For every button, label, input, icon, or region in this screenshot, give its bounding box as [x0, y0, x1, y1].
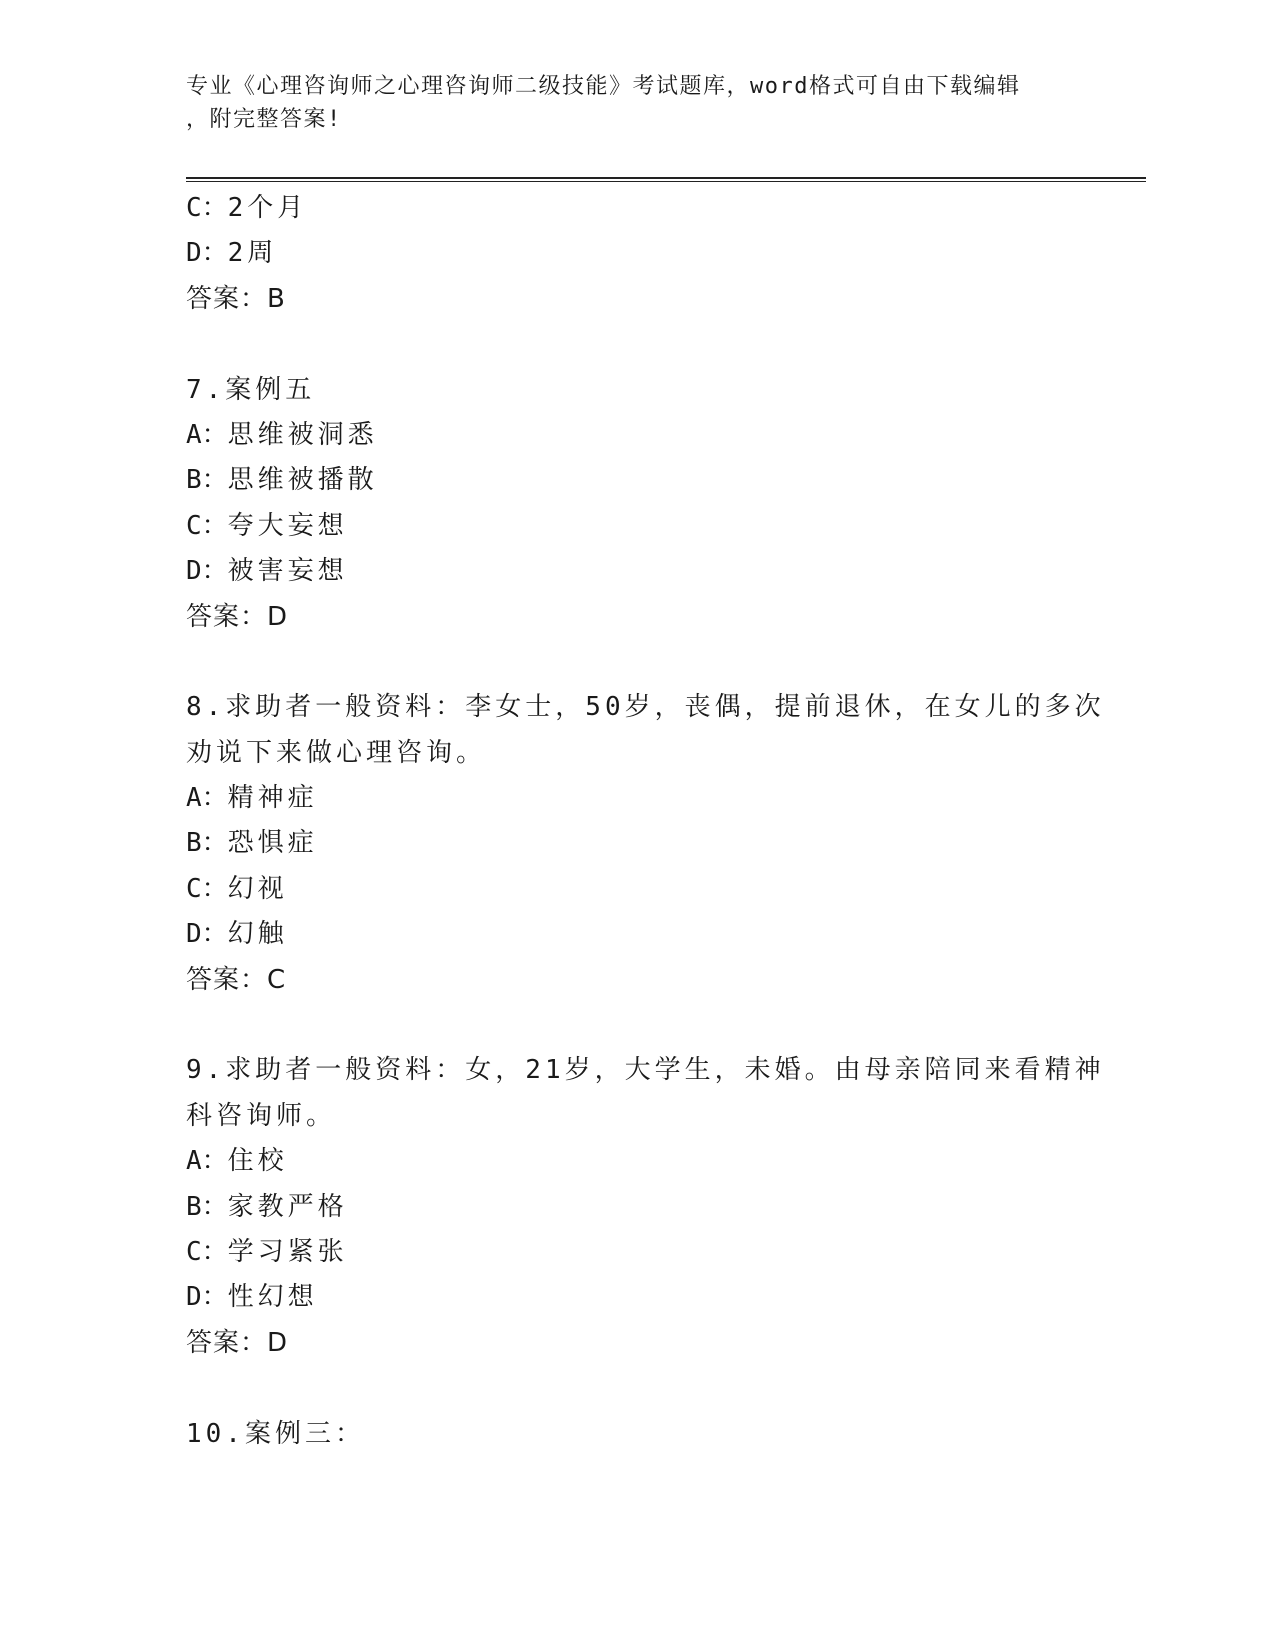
- question-stem: 9.求助者一般资料：女，21岁，大学生，未婚。由母亲陪同来看精神: [186, 1055, 1105, 1086]
- option-b: B：思维被播散: [186, 465, 378, 496]
- option-d: D：幻触: [186, 919, 288, 950]
- document-body: [186, 186, 1105, 1457]
- spacer: [186, 322, 1066, 367]
- option-c: C：幻视: [186, 873, 288, 904]
- option-b: B：恐惧症: [186, 828, 318, 859]
- option-b: B：家教严格: [186, 1191, 348, 1222]
- header-divider-thin: [186, 181, 1146, 182]
- option-d: D：性幻想: [186, 1282, 318, 1313]
- option-d: D：2周: [186, 238, 278, 269]
- answer-line: 答案：D: [186, 601, 289, 632]
- spacer: [186, 640, 1066, 685]
- option-a: A：住校: [186, 1146, 288, 1177]
- header-divider-thick: [186, 177, 1146, 179]
- question-stem: 10.案例三：: [186, 1418, 365, 1449]
- option-a: A：思维被洞悉: [186, 419, 378, 450]
- question-stem-continued: 科咨询师。: [186, 1100, 337, 1131]
- option-c: C：夸大妄想: [186, 510, 348, 541]
- question-stem-continued: 劝说下来做心理咨询。: [186, 737, 487, 768]
- spacer: [186, 1003, 1066, 1048]
- answer-line: 答案：B: [186, 283, 286, 314]
- option-c: C：2个月: [186, 193, 308, 223]
- header-line-1: 专业《心理咨询师之心理咨询师二级技能》考试题库，word格式可自由下载编辑: [186, 74, 1021, 99]
- header-line-2: ，附完整答案!: [186, 107, 342, 132]
- spacer: [186, 1366, 1066, 1411]
- option-c: C：学习紧张: [186, 1236, 348, 1267]
- answer-line: 答案：D: [186, 1327, 289, 1358]
- question-stem: 8.求助者一般资料：李女士，50岁，丧偶，提前退休，在女儿的多次: [186, 692, 1105, 723]
- document-header: [186, 70, 1066, 136]
- question-stem: 7.案例五: [186, 374, 316, 405]
- answer-line: 答案：C: [186, 964, 287, 995]
- option-d: D：被害妄想: [186, 556, 348, 587]
- option-a: A：精神症: [186, 783, 318, 814]
